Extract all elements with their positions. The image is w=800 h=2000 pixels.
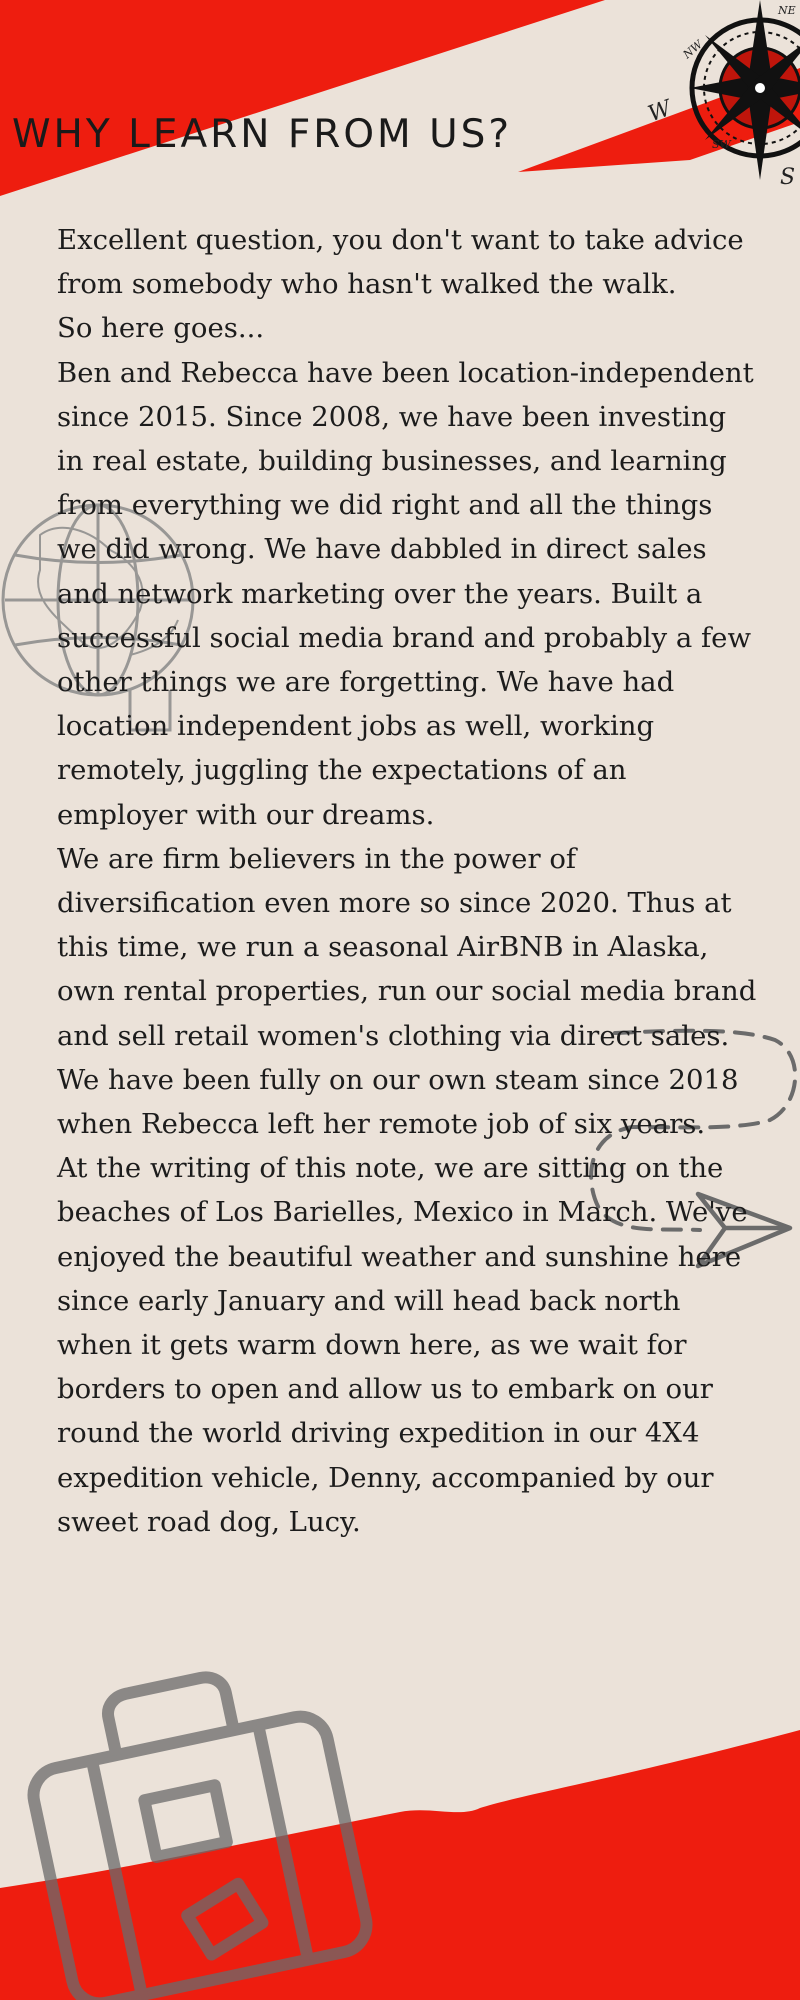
- compass-label-ne: NE: [778, 4, 796, 17]
- compass-label-nw: NW: [680, 37, 706, 62]
- paragraph-intro: Excellent question, you don't want to take advice from somebody who hasn't walked the walk.: [57, 224, 744, 301]
- paragraph-diversification: We are firm believers in the power of diversification even more so since 2020. Thus at this time, we run a seasonal AirBNB in Alaska, own rental properties, run our social media brand and sell retail women's clothing via direct sales. We have been fully on our own steam since 2018 when Rebecca left her remote job of six years.: [57, 842, 757, 1141]
- compass-label-sw: SW: [712, 138, 731, 151]
- page-title: WHY LEARN FROM US?: [12, 112, 513, 157]
- compass-label-w: W: [644, 96, 675, 128]
- compass-label-s: S: [780, 165, 796, 190]
- paragraph-background: Ben and Rebecca have been location-independent since 2015. Since 2008, we have been investing in real estate, building businesses, and learning from everything we did right and all the things we did wrong. We have dabbled in direct sales and network marketing over the years. Built a successful social media brand and probably a few other things we are forgetting. We have had location independent jobs as well, working remotely, juggling the expectations of an employer with our dreams.: [57, 356, 754, 831]
- paragraph-so-here-goes: So here goes...: [57, 312, 265, 345]
- paragraph-current-location: At the writing of this note, we are sitting on the beaches of Los Barielles, Mexico in March. We've enjoyed the beautiful weather and sunshine here since early January and will head back north when it gets warm down here, as we wait for borders to open and allow us to embark on our round the world driving expedition in our 4X4 expedition vehicle, Denny, accompanied by our sweet road dog, Lucy.: [57, 1152, 748, 1538]
